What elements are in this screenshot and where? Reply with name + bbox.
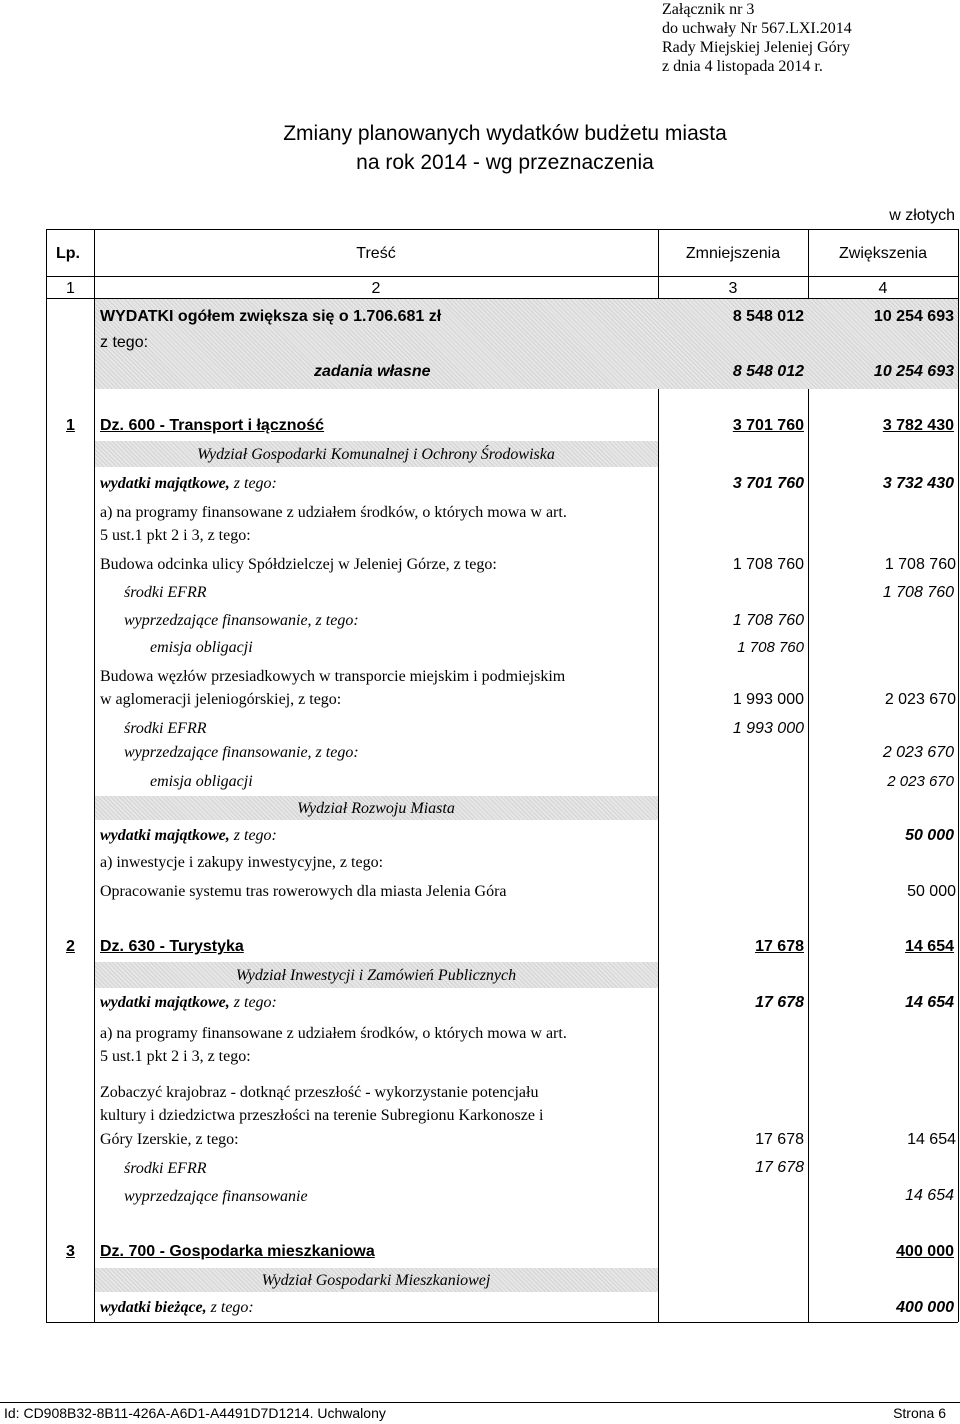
section-title: Dz. 600 - Transport i łączność	[100, 417, 325, 434]
expense-type-suffix: z tego:	[229, 994, 277, 1011]
program-line: a) na programy finansowane z udziałem środków, o których mowa w art.	[100, 504, 567, 521]
section-dec: 3 701 760	[732, 417, 804, 434]
section-dec: 17 678	[755, 938, 804, 955]
table-border	[46, 229, 47, 1322]
expense-type	[100, 993, 277, 1013]
project-dec: 17 678	[755, 1131, 804, 1148]
funding-inc: 14 654	[905, 1187, 954, 1204]
own-tasks-inc: 10 254 693	[873, 363, 954, 380]
investment-label: a) inwestycje i zakupy inwestycyjne, z tego:	[100, 854, 384, 871]
footer-page: Strona 6	[893, 1405, 946, 1421]
funding-inc: 2 023 670	[882, 744, 954, 761]
section-lp: 2	[66, 938, 75, 955]
program-line: 5 ust.1 pkt 2 i 3, z tego:	[100, 527, 251, 544]
department-label: Wydział Gospodarki Mieszkaniowej	[261, 1272, 491, 1289]
summary-ztego: z tego:	[100, 334, 149, 351]
funding-dec: 1 993 000	[732, 720, 804, 737]
project-dec: 1 708 760	[732, 556, 804, 573]
project-inc: 14 654	[907, 1131, 956, 1148]
department-label: Wydział Inwestycji i Zamówień Publicznych	[235, 967, 517, 984]
expense-type	[100, 1298, 254, 1318]
expense-type-label: wydatki majątkowe,	[100, 475, 230, 492]
section-inc: 14 654	[905, 938, 954, 955]
expense-type	[100, 474, 277, 494]
col-zmniejszenia: Zmniejszenia	[685, 245, 781, 262]
title-line: na rok 2014 - wg przeznaczenia	[356, 151, 654, 174]
expense-type-label: wydatki bieżące,	[100, 1299, 207, 1316]
header-line: z dnia 4 listopada 2014 r.	[662, 58, 823, 75]
col-number: 1	[66, 280, 75, 297]
funding-dec: 1 708 760	[737, 639, 804, 656]
project-label: Zobaczyć krajobraz - dotknąć przeszłość - wykorzystanie potencjału	[100, 1084, 539, 1101]
summary-inc: 10 254 693	[873, 308, 954, 325]
funding-label: emisja obligacji	[150, 773, 253, 790]
project-inc: 1 708 760	[884, 556, 956, 573]
funding-dec: 17 678	[755, 1159, 804, 1176]
funding-label: wyprzedzające finansowanie, z tego:	[124, 744, 359, 761]
col-lp: Lp.	[56, 245, 80, 262]
department-label: Wydział Gospodarki Komunalnej i Ochrony Środowiska	[197, 446, 555, 463]
summary-dec: 8 548 012	[732, 308, 804, 325]
col-zwiekszenia: Zwiększenia	[838, 245, 928, 262]
section-inc: 3 782 430	[882, 417, 954, 434]
expense-type-label: wydatki majątkowe,	[100, 994, 230, 1011]
own-tasks-dec: 8 548 012	[732, 363, 804, 380]
funding-inc: 1 708 760	[882, 584, 954, 601]
header-line: Załącznik nr 3	[662, 1, 755, 18]
own-tasks-label: zadania własne	[314, 363, 431, 380]
expense-inc: 50 000	[905, 827, 954, 844]
funding-inc: 2 023 670	[887, 773, 954, 790]
funding-label: wyprzedzające finansowanie	[124, 1188, 308, 1205]
expense-type	[100, 826, 277, 846]
section-title: Dz. 700 - Gospodarka mieszkaniowa	[100, 1243, 375, 1260]
expense-dec: 3 701 760	[732, 475, 804, 492]
unit-label: w złotych	[889, 207, 955, 224]
table-border	[808, 229, 809, 1322]
header-line: Rady Miejskiej Jeleniej Góry	[662, 39, 850, 56]
project-inc: 2 023 670	[884, 691, 956, 708]
section-lp: 1	[66, 417, 75, 434]
project-label: Budowa odcinka ulicy Spółdzielczej w Jeleniej Górze, z tego:	[100, 556, 497, 573]
expense-type-suffix: z tego:	[229, 827, 277, 844]
expense-inc: 14 654	[905, 994, 954, 1011]
department-label: Wydział Rozwoju Miasta	[297, 800, 455, 817]
project-label: w aglomeracji jeleniogórskiej, z tego:	[100, 691, 342, 708]
funding-label: środki EFRR	[124, 1160, 207, 1177]
funding-label: środki EFRR	[124, 584, 207, 601]
section-inc: 400 000	[896, 1243, 954, 1260]
section-lp: 3	[66, 1243, 75, 1260]
col-tresc: Treść	[356, 245, 396, 262]
table-border	[658, 229, 659, 1322]
funding-dec: 1 708 760	[732, 612, 804, 629]
expense-type-label: wydatki majątkowe,	[100, 827, 230, 844]
expense-type-suffix: z tego:	[206, 1299, 254, 1316]
project-label: Budowa węzłów przesiadkowych w transporcie miejskim i podmiejskim	[100, 668, 566, 685]
expense-type-suffix: z tego:	[229, 475, 277, 492]
program-line: 5 ust.1 pkt 2 i 3, z tego:	[100, 1048, 251, 1065]
header-block	[662, 0, 852, 76]
program-line: a) na programy finansowane z udziałem środków, o których mowa w art.	[100, 1025, 567, 1042]
table-border	[46, 276, 958, 277]
col-number: 3	[728, 280, 738, 297]
title-line: Zmiany planowanych wydatków budżetu miasta	[283, 122, 727, 145]
col-number: 4	[878, 280, 888, 297]
expense-inc: 400 000	[896, 1299, 954, 1316]
project-label: Góry Izerskie, z tego:	[100, 1131, 239, 1148]
funding-label: środki EFRR	[124, 720, 207, 737]
funding-label: wyprzedzające finansowanie, z tego:	[124, 612, 359, 629]
col-number: 2	[371, 280, 381, 297]
table-border	[958, 229, 959, 1322]
footer-id: Id: CD908B32-8B11-426A-A6D1-A4491D7D1214. Uchwalony	[4, 1405, 386, 1421]
project-dec: 1 993 000	[732, 691, 804, 708]
project-label: kultury i dziedzictwa przeszłości na terenie Subregionu Karkonosze i	[100, 1107, 544, 1124]
expense-dec: 17 678	[755, 994, 804, 1011]
section-title: Dz. 630 - Turystyka	[100, 938, 244, 955]
table-border	[46, 1322, 958, 1323]
table-border	[94, 229, 95, 1322]
summary-label: WYDATKI ogółem zwiększa się o 1.706.681 zł	[100, 308, 442, 325]
project-inc: 50 000	[907, 883, 956, 900]
table-border	[46, 229, 958, 230]
expense-inc: 3 732 430	[882, 475, 954, 492]
project-label: Opracowanie systemu tras rowerowych dla miasta Jelenia Góra	[100, 883, 507, 900]
funding-label: emisja obligacji	[150, 639, 253, 656]
header-line: do uchwały Nr 567.LXI.2014	[662, 20, 852, 37]
footer-divider	[0, 1402, 960, 1403]
page-title	[0, 119, 960, 177]
